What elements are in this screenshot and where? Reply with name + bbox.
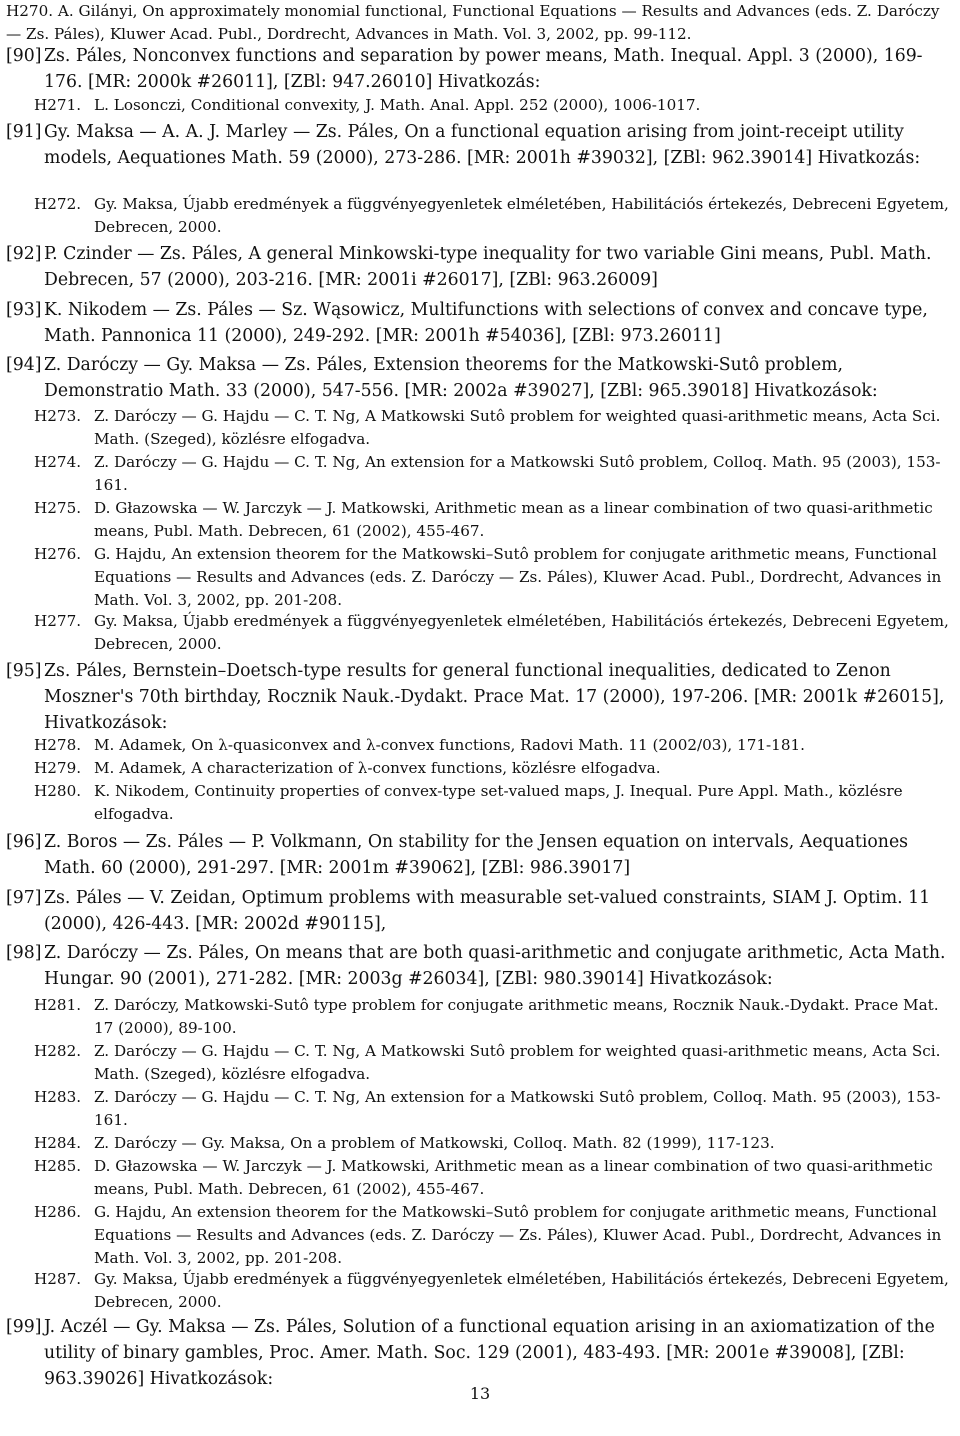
citation-number: H282. <box>34 1042 82 1060</box>
citation-text: D. Głazowska — W. Jarczyk — J. Matkowski, Arithmetic mean as a linear combination of two quasi-arithmetic means, Publ. Math. Debrecen, 61 (2002), 455-467. <box>94 1157 933 1198</box>
reference-text: Zs. Páles — V. Zeidan, Optimum problems with measurable set-valued constraints, SIAM J. Optim. 11 (2000), 426-443. [MR: 2002d #90115], <box>44 888 931 934</box>
citation-text: G. Hajdu, An extension theorem for the Matkowski–Sutô problem for conjugate arithmetic means, Functional Equations — Results and Advances (eds. Z. Daróczy — Zs. Páles), Kluwer Acad. Publ., Dordrecht, Advances in Math. Vol. 3, 2002, pp. 201-208. <box>94 1203 942 1267</box>
citation-entry <box>0 94 950 117</box>
citation-number: H286. <box>34 1203 82 1221</box>
reference-number: [97] <box>6 888 42 908</box>
citation-entry <box>0 497 950 543</box>
reference-entry <box>0 940 950 992</box>
citation-entry <box>0 1201 950 1270</box>
reference-text: K. Nikodem — Zs. Páles — Sz. Wąsowicz, Multifunctions with selections of convex and concave type, Math. Pannonica 11 (2000), 249-292. [MR: 2001h #54036], [ZBl: 973.26011] <box>44 300 928 346</box>
reference-number: [94] <box>6 355 42 375</box>
reference-entry <box>0 43 950 95</box>
citation-number: H275. <box>34 499 82 517</box>
citation-number: H279. <box>34 759 82 777</box>
citation-number: H272. <box>34 195 82 213</box>
reference-text: Z. Boros — Zs. Páles — P. Volkmann, On stability for the Jensen equation on intervals, Aequationes Math. 60 (2000), 291-297. [MR: 2001m #39062], [ZBl: 986.39017] <box>44 832 909 878</box>
citation-entry <box>0 994 950 1040</box>
reference-text: J. Aczél — Gy. Maksa — Zs. Páles, Solution of a functional equation arising in an axiomatization of the utility of binary gambles, Proc. Amer. Math. Soc. 129 (2001), 483-493. [MR: 2001e #39008], [ZBl: 963.39026] Hivatkozások: <box>44 1317 935 1389</box>
citation-number: H276. <box>34 545 82 563</box>
citation-number: H284. <box>34 1134 82 1152</box>
citation-number: H281. <box>34 996 82 1014</box>
citation-text: Z. Daróczy — G. Hajdu — C. T. Ng, A Matkowski Sutô problem for weighted quasi-arithmetic means, Acta Sci. Math. (Szeged), közlésre elfogadva. <box>94 407 941 448</box>
reference-entry <box>0 1314 950 1392</box>
citation-number: H273. <box>34 407 82 425</box>
citation-number: H278. <box>34 736 82 754</box>
reference-number: [96] <box>6 832 42 852</box>
citation-number: H277. <box>34 612 82 630</box>
citation-text: D. Głazowska — W. Jarczyk — J. Matkowski, Arithmetic mean as a linear combination of two quasi-arithmetic means, Publ. Math. Debrecen, 61 (2002), 455-467. <box>94 499 933 540</box>
reference-number: [98] <box>6 943 42 963</box>
reference-number: [90] <box>6 46 42 66</box>
citation-entry <box>0 1040 950 1086</box>
citation-text: M. Adamek, A characterization of λ-convex functions, közlésre elfogadva. <box>94 759 661 777</box>
reference-entry <box>0 658 950 736</box>
citation-text: L. Losonczi, Conditional convexity, J. Math. Anal. Appl. 252 (2000), 1006-1017. <box>94 96 701 114</box>
citation-text: M. Adamek, On λ-quasiconvex and λ-convex functions, Radovi Math. 11 (2002/03), 171-181. <box>94 736 805 754</box>
citation-text: G. Hajdu, An extension theorem for the Matkowski–Sutô problem for conjugate arithmetic means, Functional Equations — Results and Advances (eds. Z. Daróczy — Zs. Páles), Kluwer Acad. Publ., Dordrecht, Advances in Math. Vol. 3, 2002, pp. 201-208. <box>94 545 942 609</box>
citation-text: Z. Daróczy, Matkowski-Sutô type problem for conjugate arithmetic means, Rocznik Nauk.-Dydakt. Prace Mat. 17 (2000), 89-100. <box>94 996 939 1037</box>
reference-entry <box>0 829 950 881</box>
citation-text: Z. Daróczy — G. Hajdu — C. T. Ng, An extension for a Matkowski Sutô problem, Colloq. Math. 95 (2003), 153-161. <box>94 453 941 494</box>
reference-text: Zs. Páles, Bernstein–Doetsch-type results for general functional inequalities, dedicated to Zenon Moszner's 70th birthday, Rocznik Nauk.-Dydakt. Prace Mat. 17 (2000), 197-206. [MR: 2001k #26015], Hivatkozások: <box>44 661 945 733</box>
citation-number: H285. <box>34 1157 82 1175</box>
citation-entry <box>0 757 950 780</box>
page-number: 13 <box>469 1384 491 1403</box>
citation-entry <box>0 193 950 239</box>
citation-entry <box>0 1132 950 1155</box>
citation-entry <box>0 610 950 656</box>
reference-number: [99] <box>6 1317 42 1337</box>
citation-text: Z. Daróczy — Gy. Maksa, On a problem of Matkowski, Colloq. Math. 82 (1999), 117-123. <box>94 1134 775 1152</box>
citation-entry <box>0 451 950 497</box>
reference-number: [93] <box>6 300 42 320</box>
citation-text: K. Nikodem, Continuity properties of convex-type set-valued maps, J. Inequal. Pure Appl. Math., közlésre elfogadva. <box>94 782 903 823</box>
reference-entry <box>0 885 950 937</box>
citation-continuation <box>0 0 950 46</box>
reference-number: [92] <box>6 244 42 264</box>
citation-text: Gy. Maksa, Újabb eredmények a függvényegyenletek elméletében, Habilitációs értekezés, Debreceni Egyetem, Debrecen, 2000. <box>94 1270 949 1311</box>
citation-text: Gy. Maksa, Újabb eredmények a függvényegyenletek elméletében, Habilitációs értekezés, Debreceni Egyetem, Debrecen, 2000. <box>94 195 949 236</box>
citation-entry <box>0 543 950 612</box>
citation-number: H287. <box>34 1270 82 1288</box>
reference-entry <box>0 352 950 404</box>
citation-entry <box>0 1086 950 1132</box>
reference-entry <box>0 119 950 171</box>
citation-text: Z. Daróczy — G. Hajdu — C. T. Ng, A Matkowski Sutô problem for weighted quasi-arithmetic means, Acta Sci. Math. (Szeged), közlésre elfogadva. <box>94 1042 941 1083</box>
reference-text: Gy. Maksa — A. A. J. Marley — Zs. Páles, On a functional equation arising from joint-receipt utility models, Aequationes Math. 59 (2000), 273-286. [MR: 2001h #39032], [ZBl: 962.39014] Hivatkozás: <box>44 122 921 168</box>
citation-text: Z. Daróczy — G. Hajdu — C. T. Ng, An extension for a Matkowski Sutô problem, Colloq. Math. 95 (2003), 153-161. <box>94 1088 941 1129</box>
citation-text: H270. A. Gilányi, On approximately monomial functional, Functional Equations — Results and Advances (eds. Z. Daróczy — Zs. Páles), Kluwer Acad. Publ., Dordrecht, Advances in Math. Vol. 3, 2002, pp. 99-112. <box>6 2 940 43</box>
citation-text: Gy. Maksa, Újabb eredmények a függvényegyenletek elméletében, Habilitációs értekezés, Debreceni Egyetem, Debrecen, 2000. <box>94 612 949 653</box>
reference-entry <box>0 241 950 293</box>
citation-entry <box>0 780 950 826</box>
citation-entry <box>0 1155 950 1201</box>
reference-text: Zs. Páles, Nonconvex functions and separation by power means, Math. Inequal. Appl. 3 (2000), 169-176. [MR: 2000k #26011], [ZBl: 947.26010] Hivatkozás: <box>44 46 923 92</box>
citation-number: H280. <box>34 782 82 800</box>
reference-text: P. Czinder — Zs. Páles, A general Minkowski-type inequality for two variable Gini means, Publ. Math. Debrecen, 57 (2000), 203-216. [MR: 2001i #26017], [ZBl: 963.26009] <box>44 244 932 290</box>
reference-number: [91] <box>6 122 42 142</box>
citation-entry <box>0 405 950 451</box>
reference-number: [95] <box>6 661 42 681</box>
citation-entry <box>0 734 950 757</box>
citation-number: H271. <box>34 96 82 114</box>
citation-entry <box>0 1268 950 1314</box>
reference-text: Z. Daróczy — Zs. Páles, On means that are both quasi-arithmetic and conjugate arithmetic, Acta Math. Hungar. 90 (2001), 271-282. [MR: 2003g #26034], [ZBl: 980.39014] Hivatkozások: <box>44 943 946 989</box>
reference-entry <box>0 297 950 349</box>
citation-number: H274. <box>34 453 82 471</box>
citation-number: H283. <box>34 1088 82 1106</box>
reference-text: Z. Daróczy — Gy. Maksa — Zs. Páles, Extension theorems for the Matkowski-Sutô problem, Demonstratio Math. 33 (2000), 547-556. [MR: 2002a #39027], [ZBl: 965.39018] Hivatkozások: <box>44 355 878 401</box>
